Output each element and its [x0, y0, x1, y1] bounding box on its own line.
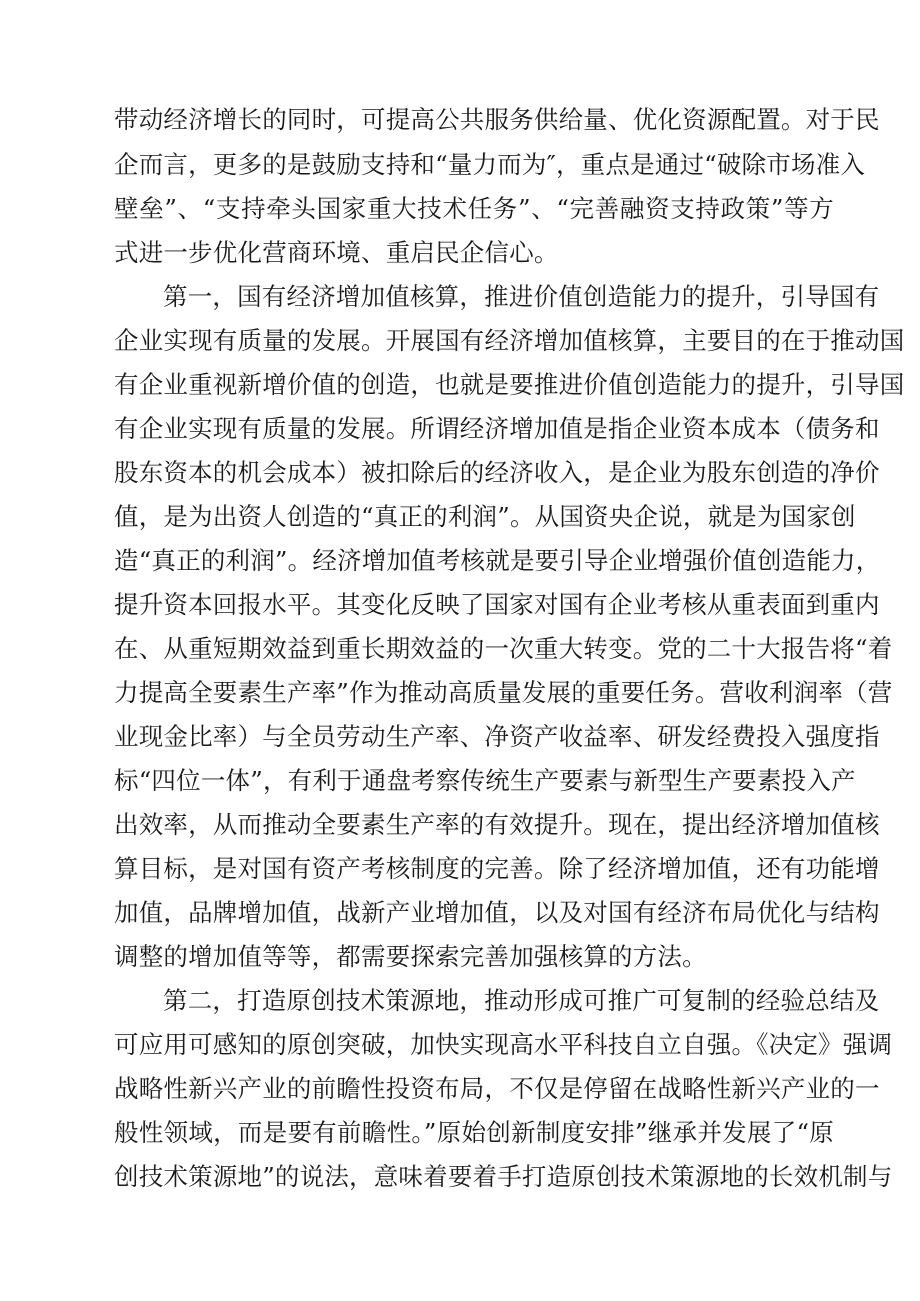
text-line: 调整的增加值等等，都需要探索完善加强核算的方法。 — [114, 942, 707, 971]
text-line: 企业实现有质量的发展。开展国有经济增加值核算，主要目的在于推动国 — [114, 326, 905, 355]
text-line: 力提高全要素生产率”作为推动高质量发展的重要任务。营收利润率（营 — [114, 678, 893, 707]
paragraph-first-line: 第一，国有经济增加值核算，推进价值创造能力的提升，引导国有 — [163, 282, 880, 311]
text-line: 加值，品牌增加值，战新产业增加值，以及对国有经济布局优化与结构 — [114, 898, 880, 927]
text-line: 带动经济增长的同时，可提高公共服务供给量、优化资源配置。对于民 — [114, 105, 880, 134]
text-line: 值，是为出资人创造的“真正的利润”。从国资央企说，就是为国家创 — [114, 502, 856, 531]
text-line: 提升资本回报水平。其变化反映了国家对国有企业考核从重表面到重内 — [114, 590, 880, 619]
text-line: 企而言，更多的是鼓励支持和“量力而为″，重点是通过“破除市场准入 — [114, 150, 866, 179]
paragraph-first-line: 第二，打造原创技术策源地，推动形成可推广可复制的经验总结及 — [163, 986, 880, 1015]
text-line: 在、从重短期效益到重长期效益的一次重大转变。党的二十大报告将“着 — [114, 634, 893, 663]
text-line: 业现金比率）与全员劳动生产率、净资产收益率、研发经费投入强度指 — [114, 722, 880, 751]
text-line: 标“四位一体”，有利于通盘考察传统生产要素与新型生产要素投入产 — [114, 766, 856, 795]
text-line: 有企业实现有质量的发展。所谓经济增加值是指企业资本成本（债务和 — [114, 414, 880, 443]
text-line: 有企业重视新增价值的创造，也就是要推进价值创造能力的提升，引导国 — [114, 370, 905, 399]
text-line: 式进一步优化营商环境、重启民企信心。 — [114, 238, 559, 267]
text-line: 股东资本的机会成本）被扣除后的经济收入，是企业为股东创造的净价 — [114, 458, 880, 487]
text-line: 算目标，是对国有资产考核制度的完善。除了经济增加值，还有功能增 — [114, 854, 880, 883]
text-line: 出效率，从而推动全要素生产率的有效提升。现在，提出经济增加值核 — [114, 810, 880, 839]
text-line: 造“真正的利润”。经济增加值考核就是要引导企业增强价值创造能力， — [114, 546, 881, 575]
text-line: 可应用可感知的原创突破，加快实现高水平科技自立自强。《决定》强调 — [114, 1030, 893, 1059]
text-line: 般性领域，而是要有前瞻性。”原始创新制度安排”继承并发展了“原 — [114, 1118, 834, 1147]
text-line: 创技术策源地”的说法，意味着要着手打造原创技术策源地的长效机制与 — [114, 1162, 893, 1191]
text-line: 壁垒”、“支持牵头国家重大技术任务”、“完善融资支持政策”等方 — [114, 194, 834, 223]
text-line: 战略性新兴产业的前瞻性投资布局，不仅是停留在战略性新兴产业的一 — [114, 1074, 880, 1103]
